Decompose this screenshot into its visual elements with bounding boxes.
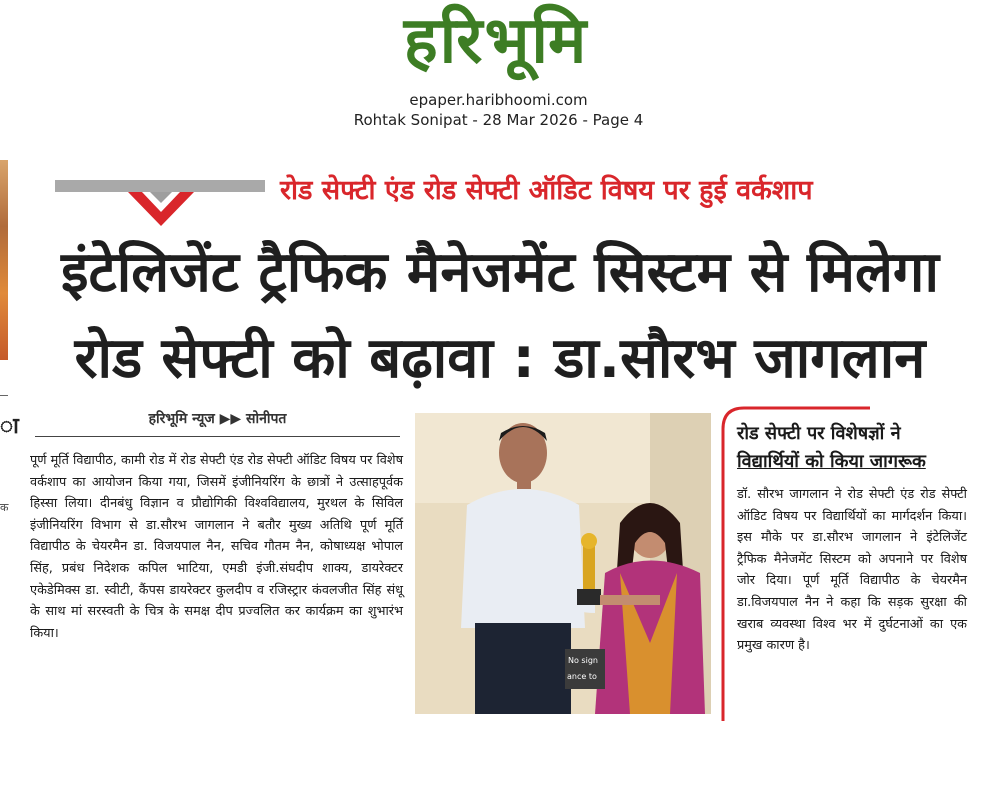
headline-line-1: इंटेलिजेंट ट्रैफिक मैनेजमेंट सिस्टम से मिलेगा [61,240,939,305]
chevron-down-icon [128,192,194,232]
sidebar-title-line-2: विद्यार्थियों को किया जागरूक [737,451,926,472]
article-body: पूर्ण मूर्ति विद्यापीठ, कामी रोड में रोड सेफ्टी एंड रोड सेफ्टी ऑडिट विषय पर विशेष वर्कशाप का आयोजन किया गया, जिसमें इंजीनियरिंग के छात्रों ने उत्साहपूर्वक हिस्सा लिया। दीनबंधु विज्ञान व प्रौद्योगिकी विश्वविद्यालय, मुरथल के सिविल इंजीनियरिंग विभाग से डा.सौरभ जागलान ने बतौर मुख्य अतिथि पूर्ण मूर्ति विद्यापीठ के चेयरमैन डा. विजयपाल नैन, सचिव गौतम नैन, कोषाध्यक्ष भोपाल सिंह, प्रबंध निदेशक कपिल भाटिया, एमडी इंजी.संघदीप शाक्य, डायरेक्टर एकेडेमिक्स डा. स्वीटी, कैंपस डायरेक्टर कुलदीप व रजिस्ट्रार कंवलजीत सिंह संधू के साथ मां सरस्वती के चित्र के समक्ष दीप प्रज्वलित कर कार्यक्रम का शुभारंभ किया। [30,453,403,641]
sidebar-text: डॉ. सौरभ जागलान ने रोड सेफ्टी एंड रोड सेफ्टी ऑडिट विषय पर विद्यार्थियों का मार्गदर्शन किया। इस मौके पर डा.सौरभ जागलान ने इंटेलिजेंट ट्रैफिक मैनेजमेंट सिस्टम को अपनाने पर विशेष जोर दिया। पूर्ण मूर्ति विद्यापीठ के चेयरमैन डा.विजयपाल नैन ने कहा कि सड़क सुरक्षा की खराब व्यवस्था विश्व भर में दुर्घटनाओं का एक प्रमुख कारण है। [737,487,967,654]
adjacent-headline-fragment: ा [0,414,19,439]
sidebar-title [737,420,977,476]
article-headline [20,230,980,402]
adjacent-photo-edge [0,160,8,360]
byline: हरिभूमि न्यूज ▶▶ सोनीपत [148,411,287,427]
headline-line-2: रोड सेफ्टी को बढ़ावा : डा.सौरभ जागलान [74,326,926,391]
edition-info: Rohtak Sonipat - 28 Mar 2026 - Page 4 [353,111,644,129]
sign-text-2: ance to [567,672,597,681]
adjacent-text-fragment: क [0,501,9,514]
photo-illustration [415,413,711,714]
sidebar-title-line-1: रोड सेफ्टी पर विशेषज्ञों ने [737,423,901,444]
adjacent-rule [0,395,8,396]
byline-divider [35,436,400,437]
article-kicker: रोड सेफ्टी एंड रोड सेफ्टी ऑडिट विषय पर हुई वर्कशाप [280,175,813,206]
haribhoomi-logo[interactable] [350,2,642,80]
site-url[interactable]: epaper.haribhoomi.com [409,91,588,109]
sign-text-1: No sign [568,656,598,665]
kicker-gray-bar [55,180,265,192]
logo-text: हरिभूमि [403,4,589,78]
article-photo[interactable] [415,413,711,714]
